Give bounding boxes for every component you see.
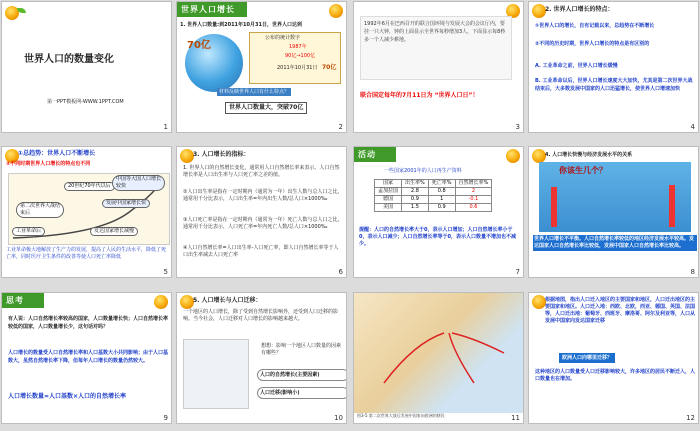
table-cell: 2 (455, 188, 492, 196)
table-title: 一些国家2001年的人口再生产资料 (384, 168, 462, 174)
slide-number: 7 (515, 268, 520, 276)
slide-thumbnail-7[interactable] (353, 146, 524, 278)
fruit-icon (180, 295, 194, 309)
slide-title: 4. 人口增长快慢与经济发展水平的关系 (545, 152, 633, 158)
label-developed: 发达国家增长减慢 (90, 227, 138, 236)
banner: 你该生几个？ (559, 166, 607, 175)
box-natural: 人口的自然增长(主要因素) (257, 369, 347, 381)
tip-text: 提醒：人口的自然增长率大于0，表示人口增加；人口自然增长率小于0，表示人口减少；人口自然增长率等于0，表示人口数量不增加也不减少。 (359, 227, 516, 247)
slide-header: ①总趋势：世界人口不断增长 (18, 150, 96, 157)
table-header-row (375, 180, 492, 188)
migration-arrows (354, 293, 523, 413)
sticker-70: 70亿 (187, 40, 211, 51)
slide-thumbnail-1[interactable] (1, 1, 172, 133)
slide-line: 1. 世界人口数量:到2011年10月31日，世界人口达到 (180, 22, 302, 28)
population-day: 联合国定每年的7月11日为 “世界人口日”！ (360, 92, 479, 99)
slide-number: 10 (334, 414, 343, 422)
slide-header: 世界人口增长 (181, 5, 235, 14)
fruit-icon (329, 4, 343, 18)
table-cell: -0.1 (455, 196, 492, 204)
slide-number: 6 (338, 268, 343, 276)
label-ww2: 第二次世界大战结束后 (16, 202, 64, 218)
answer: 这种地区的人口数量受人口迁移影响较大，许多地区的居民不断迁入，人口数量也在增加。 (535, 369, 696, 382)
fruit-icon (506, 149, 520, 163)
col-header: 死亡率% (428, 180, 455, 188)
point-1: ①世界人口的增长，自有记载以来，总趋势在不断增长 (535, 23, 655, 29)
table-cell: 0.8 (428, 188, 455, 196)
table-cell: 德国 (375, 196, 402, 204)
slide-thumbnail-2[interactable] (176, 1, 347, 133)
table-cell: 1 (428, 196, 455, 204)
slide-number: 1 (163, 123, 168, 131)
slide-number: 11 (511, 414, 520, 422)
slide-title: 5. 人口增长与人口迁移： (193, 297, 262, 304)
slide-number: 3 (515, 123, 520, 131)
table-cell: 0.6 (455, 204, 492, 212)
stat-1987: 1987年 (289, 44, 307, 50)
fruit-icon (532, 295, 546, 309)
fruit-icon (532, 149, 546, 163)
slide-title: 3. 人口增长的指标： (193, 151, 250, 158)
bar-right (669, 185, 675, 227)
answer: 人口增长的数量受人口自然增长率和人口基数大小共同影响；由于人口基数大，虽然自然增长率下降，但每年人口增长的数量仍然较大。 (8, 350, 169, 364)
stat-90-100: 90亿→100亿 (285, 53, 316, 59)
bar-left (551, 187, 557, 227)
slide-thumbnail-8[interactable] (528, 146, 699, 278)
table-cell: 2.8 (402, 188, 429, 196)
map-caption: 图3-5 第二次世界大战后发展中国家向欧洲的移民 (357, 413, 445, 418)
slide-thumbnail-9[interactable] (1, 292, 172, 424)
col-header: 自然增长率% (455, 180, 492, 188)
point-a: A. 工业革命之前，世界人口增长缓慢 (535, 63, 618, 69)
slide-sub: ②不同时期世界人口增长的特点也不同 (6, 161, 91, 167)
table-cell: 0.9 (428, 204, 455, 212)
slide-number: 12 (686, 414, 695, 422)
label-industrial: 工业革命后 (12, 227, 45, 236)
table-row (375, 196, 492, 204)
table-row (375, 188, 492, 196)
point-2: ②不同的历史时期，世界人口增长的特点是有区别的 (535, 41, 650, 47)
bottom-text: 工业革命极大地解放了生产力的发展，提高了人民的生活水平，降低了死亡率，同时医疗卫生条件的改善等使人口死亡率降低 (6, 247, 167, 260)
slide-footer: 第一PPT模板网-WWW.1PPT.COM (47, 99, 124, 105)
paragraph: 一个地区的人口增长，除了受到自然增长影响外，还受到人口迁移的影响。当今社会，人口迁移对人口增长的影响越来越大。 (183, 309, 339, 322)
question-box: 欧洲人口向哪里迁移？ (559, 353, 615, 363)
slide-thumbnail-5[interactable] (1, 146, 172, 278)
question: 有人说：人口自然增长率较高的国家，人口数量增长快；人口自然增长率较低的国家，人口数量增长少，这句话对吗？ (8, 316, 169, 330)
slide-number: 5 (163, 268, 168, 276)
diagram-image (183, 339, 249, 409)
label-1970s: 20世纪70年代以后 (64, 182, 115, 191)
para-1: 1. 世界人口的自然增长变化，通常用人口自然增长率来表示。人口自然增长率是人口出生率与人口死亡率之差的值。 (183, 165, 340, 178)
slide-header: 思考 (6, 296, 24, 305)
slide-thumbnail-3[interactable] (353, 1, 524, 133)
col-header: 国家 (375, 180, 402, 188)
label-china: 中国等大国人口增长较快 (112, 175, 165, 191)
table-cell: 1.5 (402, 204, 429, 212)
fruit-icon (180, 149, 194, 163)
slide-thumbnail-6[interactable] (176, 146, 347, 278)
table-cell: 美国 (375, 204, 402, 212)
slide-text: 根据地图，指出人口迁入地区的主要国家和地区，人口迁出地区的主要国家和地区。人口迁入地：西欧、北欧，西亚、德国、英国、法国等，人口迁出地：葡萄牙、西班牙、摩洛哥、阿尔及利亚等，人口从发展中国家向发达国家迁移 (545, 297, 696, 324)
slide-thumbnail-10[interactable] (176, 292, 347, 424)
slide-text: 世界人口增长不平衡。人口自然增长率较低的地区经济发展水平较高。发达国家人口自然增长率比较低，发展中国家人口自然增长率比较高。 (533, 235, 697, 251)
para-3: ③人口死亡率是指在一定时期内（通常为一年）死亡人数与总人口之比，通常用千分比表示，人口死亡率=年内死亡人数/总人口×1000‰ (183, 217, 343, 230)
col-header: 出生率% (402, 180, 429, 188)
stats-label: 公布的统计数字 (265, 35, 301, 41)
table-cell: 孟加拉国 (375, 188, 402, 196)
answer-box: 世界人口数量大，突破70亿 (225, 102, 307, 114)
formula: 人口增长数量=人口基数×人口的自然增长率 (8, 393, 127, 400)
fruit-icon (154, 295, 168, 309)
stat-2011: 2011年10月31日 (277, 65, 318, 71)
fruit-icon (532, 4, 546, 18)
slide-number: 8 (690, 268, 695, 276)
paragraph: 1992年6月在巴西召开的联合国环境与发展大会的会议厅内，要挂一只大钟，钟的上面显示全世界每秒增加3人，下面显示每8秒多一个人减少耕地。 (364, 21, 506, 43)
para-4: ④人口自然增长率=人口出生率-人口死亡率，即人口自然增长率等于人口出生率减去人口死亡率 (183, 245, 339, 258)
box-migration: 人口迁移(影响小) (257, 387, 347, 399)
slide-number: 4 (690, 123, 695, 131)
slide-thumbnail-11[interactable] (353, 292, 524, 424)
slide-number: 9 (163, 414, 168, 422)
table-cell: 0.9 (402, 196, 429, 204)
table-row (375, 204, 492, 212)
slide-title: 世界人口的数量变化 (24, 54, 114, 65)
point-b: B. 工业革命以后，世界人口增长速度大大加快，尤其是第二次世界大战结束后，大多数发展中国家的人口迅猛增长，使世界人口增速加快 (535, 78, 693, 92)
para-2: ②人口出生率是指在一定时期内（通常为一年）出生人数与总人口之比，通常用千分比表示，人口出生率=年内出生人数/总人口×1000‰ (183, 189, 343, 202)
slide-thumbnail-4[interactable] (528, 1, 699, 133)
slide-number: 2 (338, 123, 343, 131)
caption: 材料反映世界人口有什么特点？ (219, 89, 290, 95)
label-developing: 发展中国家增长快 (102, 199, 150, 208)
data-table (374, 179, 492, 212)
baby-label: 70亿 (322, 64, 337, 71)
slide-thumbnail-12[interactable] (528, 292, 699, 424)
ask: 想想：影响一个地区人口数量的因素有哪些？ (261, 343, 342, 356)
slide-header: 活动 (358, 150, 376, 159)
slide-title: 2. 世界人口增长的特点： (545, 6, 614, 13)
